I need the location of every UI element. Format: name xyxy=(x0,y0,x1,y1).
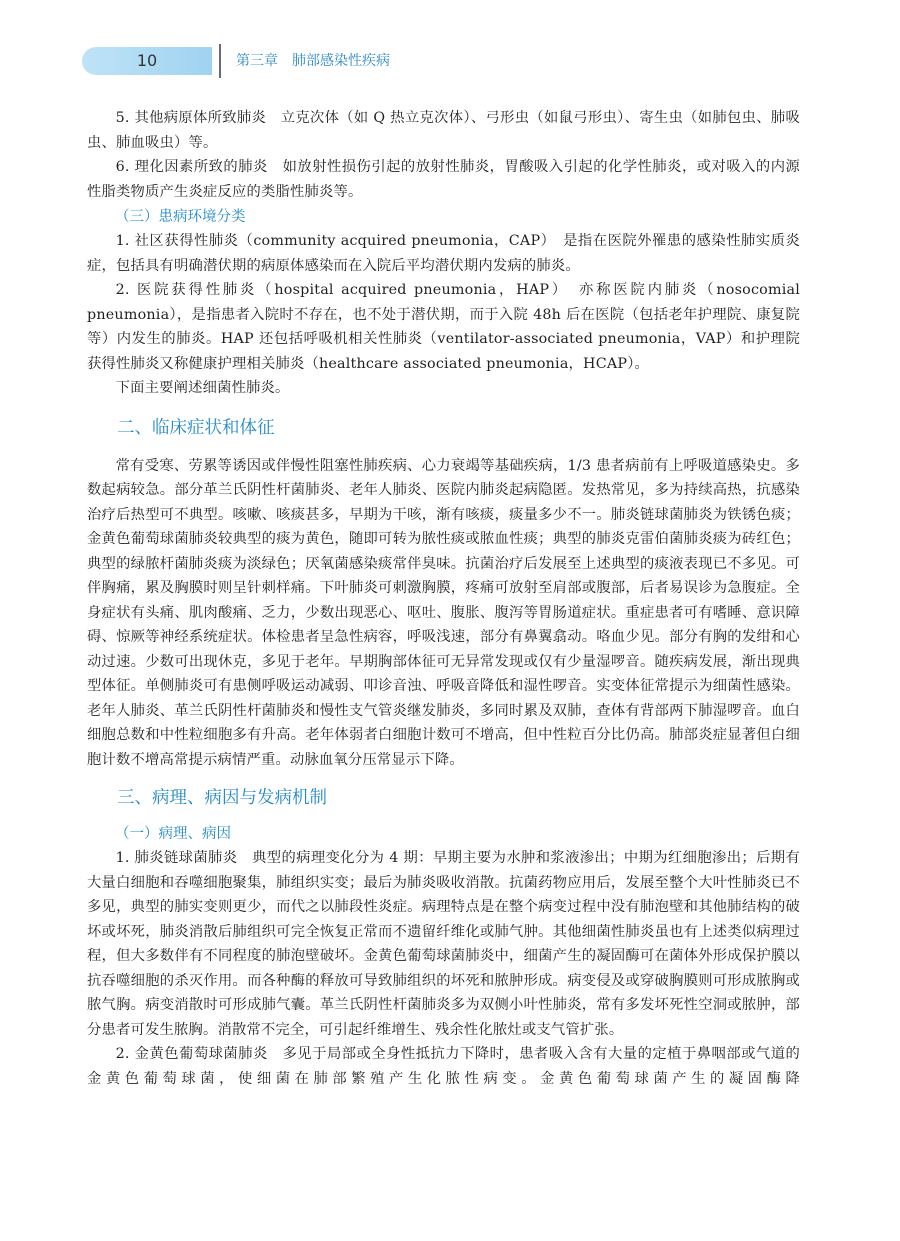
paragraph-bacterial-intro: 下面主要阐述细菌性肺炎。 xyxy=(115,380,290,396)
page-body xyxy=(87,106,800,1091)
page-header xyxy=(0,0,900,82)
page-number-tab xyxy=(82,47,212,75)
paragraph-hap: 2. 医院获得性肺炎（hospital acquired pneumonia，HAP） 亦称医院内肺炎（nosocomial pneumonia），是指患者入院时不存在，也不处于潜伏期，而于入院 48h 后在医院（包括老年护理院、康复院等）内发生的肺炎。HAP 还包括呼吸机相关性肺炎（ventilator-associated pneumonia，VAP）和护理院获得性肺炎又称健康护理相关肺炎（healthcare associated pneumonia，HCAP）。 xyxy=(87,282,800,372)
paragraph-other-pathogens: 5. 其他病原体所致肺炎 立克次体（如 Q 热立克次体）、弓形虫（如鼠弓形虫）、寄生虫（如肺包虫、肺吸虫、肺血吸虫）等。 xyxy=(87,110,800,151)
section-heading-clinical: 二、临床症状和体征 xyxy=(117,417,275,438)
paragraph-cap: 1. 社区获得性肺炎（community acquired pneumonia，CAP） 是指在医院外罹患的感染性肺实质炎症，包括具有明确潜伏期的病原体感染而在入院后平均潜伏期内发病的肺炎。 xyxy=(87,233,800,274)
paragraph-clinical-symptoms: 常有受寒、劳累等诱因或伴慢性阻塞性肺疾病、心力衰竭等基础疾病，1/3 患者病前有上呼吸道感染史。多数起病较急。部分革兰氏阴性杆菌肺炎、老年人肺炎、医院内肺炎起病隐匿。发热常见，多为持续高热，抗感染治疗后热型可不典型。咳嗽、咳痰甚多，早期为干咳，渐有咳痰，痰量多少不一。肺炎链球菌肺炎为铁锈色痰；金黄色葡萄球菌肺炎较典型的痰为黄色，随即可转为脓性痰或脓血性痰；典型的肺炎克雷伯菌肺炎痰为砖红色；典型的绿脓杆菌肺炎痰为淡绿色；厌氧菌感染痰常伴臭味。抗菌治疗后发展至上述典型的痰液表现已不多见。可伴胸痛，累及胸膜时则呈针刺样痛。下叶肺炎可刺激胸膜，疼痛可放射至肩部或腹部，后者易误诊为急腹症。全身症状有头痛、肌肉酸痛、乏力，少数出现恶心、呕吐、腹胀、腹泻等胃肠道症状。重症患者可有嗜睡、意识障碍、惊厥等神经系统症状。体检患者呈急性病容，呼吸浅速，部分有鼻翼翕动。咯血少见。部分有胸的发绀和心动过速。少数可出现休克，多见于老年。早期胸部体征可无异常发现或仅有少量湿啰音。随疾病发展，渐出现典型体征。单侧肺炎可有患侧呼吸运动减弱、叩诊音浊、呼吸音降低和湿性啰音。实变体征常提示为细菌性感染。老年人肺炎、革兰氏阴性杆菌肺炎和慢性支气管炎继发肺炎，多同时累及双肺，查体有背部两下肺湿啰音。血白细胞总数和中性粒细胞多有升高。老年体弱者白细胞计数可不增高，但中性粒百分比仍高。肺部炎症显著但白细胞计数不增高常提示病情严重。动脉血氧分压常显示下降。 xyxy=(87,457,800,768)
subheading-pathology-etiology: （一）病理、病因 xyxy=(115,826,231,842)
paragraph-staphylococcal: 2. 金黄色葡萄球菌肺炎 多见于局部或全身性抵抗力下降时，患者吸入含有大量的定植于鼻咽部或气道的金黄色葡萄球菌，使细菌在肺部繁殖产生化脓性病变。金黄色葡萄球菌产生的凝固酶降 xyxy=(87,1046,800,1087)
paragraph-physicochemical: 6. 理化因素所致的肺炎 如放射性损伤引起的放射性肺炎，胃酸吸入引起的化学性肺炎，或对吸入的内源性脂类物质产生炎症反应的类脂性肺炎等。 xyxy=(87,159,800,200)
paragraph-pneumococcal: 1. 肺炎链球菌肺炎 典型的病理变化分为 4 期：早期主要为水肿和浆液渗出；中期为红细胞渗出；后期有大量白细胞和吞噬细胞聚集，肺组织实变；最后为肺炎吸收消散。抗菌药物应用后，发展至整个大叶性肺炎已不多见，典型的肺实变则更少，而代之以肺段性炎症。病理特点是在整个病变过程中没有肺泡壁和其他肺结构的破坏或坏死，肺炎消散后肺组织可完全恢复正常而不遗留纤维化或肺气肿。其他细菌性肺炎虽也有上述类似病理过程，但大多数伴有不同程度的肺泡壁破坏。金黄色葡萄球菌肺炎中，细菌产生的凝固酶可在菌体外形成保护膜以抗吞噬细胞的杀灭作用。而各种酶的释放可导致肺组织的坏死和脓肿形成。病变侵及或穿破胸膜则可形成脓胸或脓气胸。病变消散时可形成肺气囊。革兰氏阴性杆菌肺炎多为双侧小叶性肺炎，常有多发坏死性空洞或脓肿，部分患者可发生脓胸。消散常不完全，可引起纤维增生、残余性化脓灶或支气管扩张。 xyxy=(87,850,800,1038)
chapter-title: 第三章 肺部感染性疾病 xyxy=(236,53,390,69)
subheading-environment-classification: （三）患病环境分类 xyxy=(115,209,246,225)
section-heading-pathology: 三、病理、病因与发病机制 xyxy=(117,788,327,808)
page-number: 10 xyxy=(136,51,158,70)
header-divider xyxy=(219,44,221,78)
